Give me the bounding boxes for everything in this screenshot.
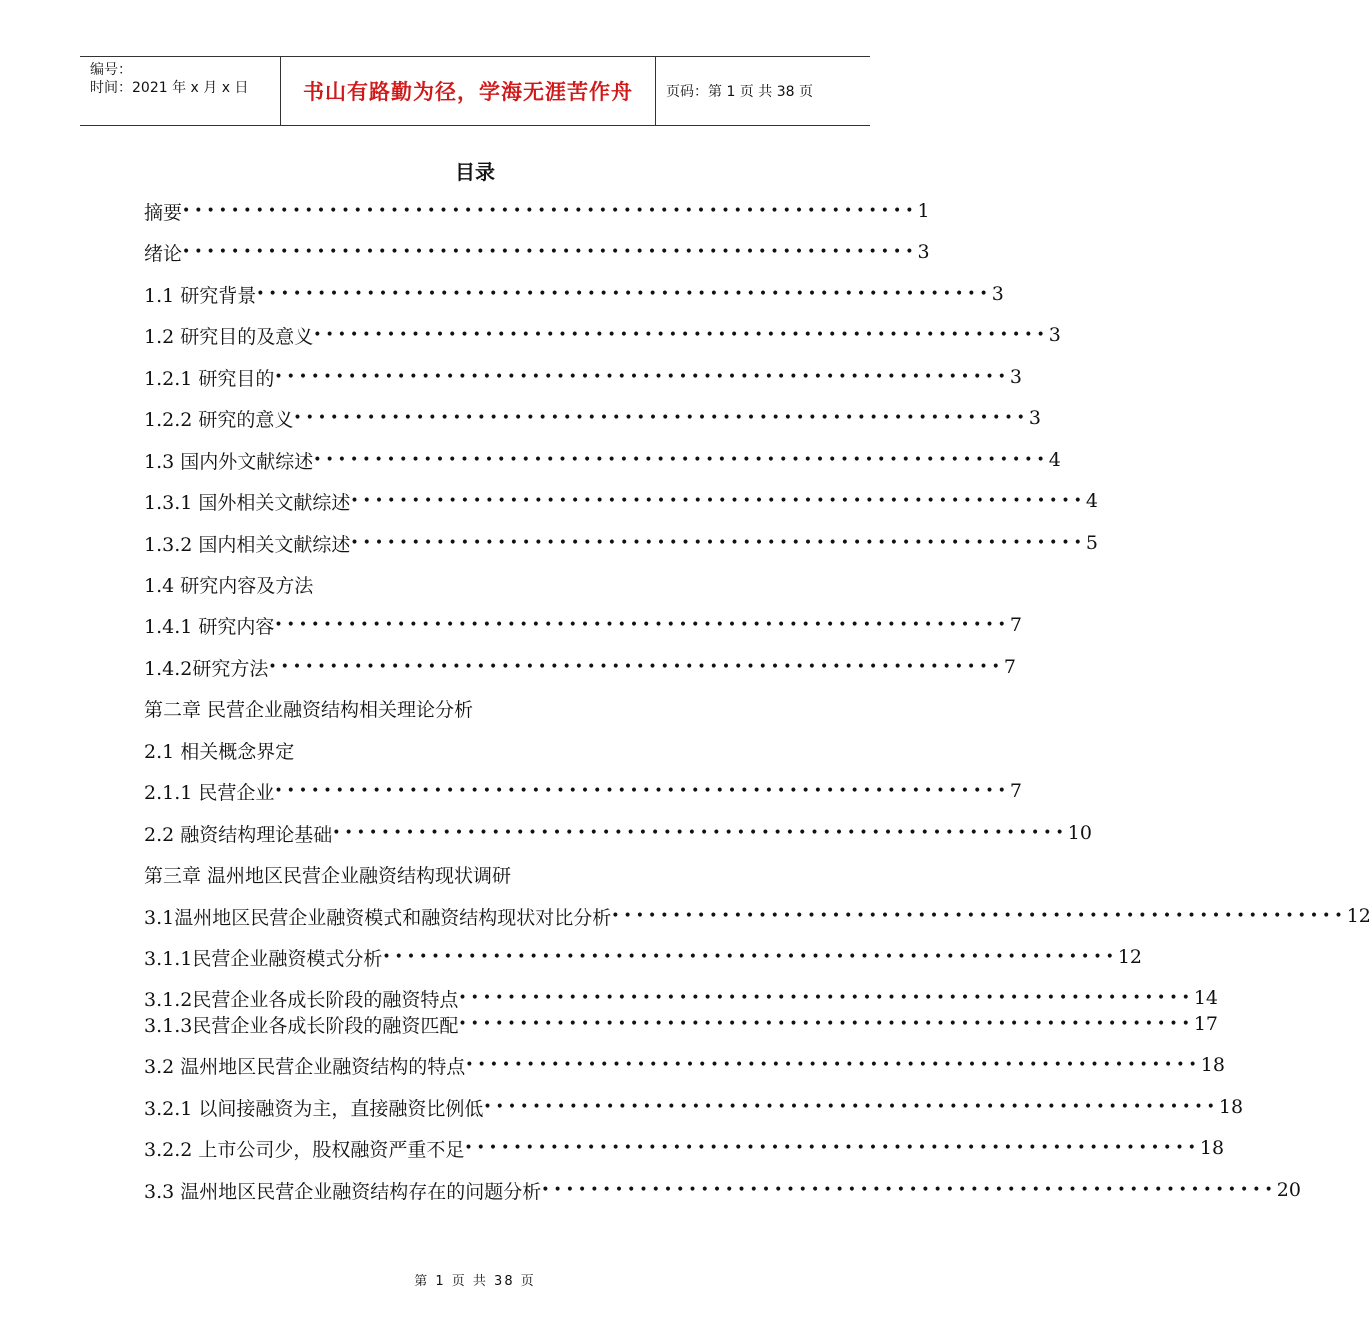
toc-entry[interactable] — [144, 279, 1004, 309]
toc-entry-label: 1.2.2 研究的意义 — [144, 408, 294, 431]
toc-entry-label: 3.2 温州地区民营企业融资结构的特点 — [144, 1055, 466, 1078]
toc-entry-page: 3 — [1028, 407, 1041, 429]
toc-leader-dots: •••••••••••••••••••••••••••••••••••••••••••••••••••••••••••• — [182, 244, 918, 260]
toc-entry-label: 2.1.1 民营企业 — [144, 781, 275, 804]
toc-entry[interactable] — [144, 901, 1371, 931]
toc-entry[interactable] — [144, 445, 1061, 475]
toc-entry-label: 1.3 国内外文献综述 — [144, 450, 314, 473]
toc-entry[interactable] — [144, 1133, 1225, 1163]
toc-entry-label: 1.4 研究内容及方法 — [144, 574, 314, 597]
toc-entry-page: 18 — [1200, 1054, 1225, 1076]
toc-entry[interactable] — [144, 735, 764, 765]
toc-entry-label: 第二章 民营企业融资结构相关理论分析 — [144, 698, 474, 721]
toc-entry-page: 3 — [1009, 366, 1022, 388]
toc-entry-page: 3 — [1048, 324, 1061, 346]
toc-entry-page: 4 — [1085, 490, 1098, 512]
toc-entry-label: 第三章 温州地区民营企业融资结构现状调研 — [144, 864, 512, 887]
toc-entry-label: 1.4.2研究方法 — [144, 657, 269, 680]
toc-entry-page: 3 — [991, 283, 1004, 305]
toc-entry-label: 1.1 研究背景 — [144, 284, 257, 307]
toc-leader-dots: •••••••••••••••••••••••••••••••••••••••••••••••••••••••••••• — [611, 908, 1347, 924]
toc-entry-page: 14 — [1193, 987, 1219, 1009]
toc-entry-page: 12 — [1346, 905, 1371, 927]
toc-entry-label: 1.2 研究目的及意义 — [144, 325, 314, 348]
toc-leader-dots: •••••••••••••••••••••••••••••••••••••••••••••••••••••••••••• — [274, 783, 1010, 799]
toc-entry[interactable] — [144, 776, 1022, 806]
toc-entry-label: 1.4.1 研究内容 — [144, 615, 275, 638]
toc-leader-dots: •••••••••••••••••••••••••••••••••••••••••••••••••••••••••••• — [464, 1140, 1200, 1156]
page-header — [80, 56, 870, 126]
toc-entry-page: 1 — [917, 200, 930, 222]
toc-entry-label: 3.3 温州地区民营企业融资结构存在的问题分析 — [144, 1180, 542, 1203]
toc-entry[interactable] — [144, 403, 1041, 433]
toc-entry-page: 12 — [1117, 946, 1143, 968]
toc-entry[interactable] — [144, 486, 1098, 516]
toc-entry-label: 3.1.2民营企业各成长阶段的融资特点 — [144, 988, 459, 1011]
toc-title: 目录 — [455, 160, 495, 184]
toc-entry[interactable] — [144, 859, 764, 889]
toc-leader-dots: •••••••••••••••••••••••••••••••••••••••••••••••••••••••••••• — [313, 327, 1049, 343]
toc-entry-label: 3.1.1民营企业融资模式分析 — [144, 947, 383, 970]
toc-entry-page: 18 — [1199, 1137, 1225, 1159]
toc-leader-dots: •••••••••••••••••••••••••••••••••••••••••••••••••••••••••••• — [382, 949, 1118, 965]
toc-entry[interactable] — [144, 237, 930, 267]
toc-leader-dots: •••••••••••••••••••••••••••••••••••••••••••••••••••••••••••• — [293, 410, 1029, 426]
toc-entry-label: 3.2.2 上市公司少，股权融资严重不足 — [144, 1138, 465, 1161]
toc-leader-dots: •••••••••••••••••••••••••••••••••••••••••••••••••••••••••••• — [332, 825, 1068, 841]
toc-entry-page: 7 — [1003, 656, 1016, 678]
toc-leader-dots: •••••••••••••••••••••••••••••••••••••••••••••••••••••••••••• — [182, 203, 918, 219]
toc-leader-dots: •••••••••••••••••••••••••••••••••••••••••••••••••••••••••••• — [350, 535, 1086, 551]
toc-entry-page: 5 — [1085, 532, 1098, 554]
toc-entry[interactable] — [144, 942, 1143, 972]
toc-entry-label: 3.2.1 以间接融资为主，直接融资比例低 — [144, 1097, 484, 1120]
toc-entry[interactable] — [144, 196, 930, 226]
toc-entry-label: 2.1 相关概念界定 — [144, 740, 295, 763]
document-number-label: 编号： — [90, 62, 132, 78]
toc-leader-dots: •••••••••••••••••••••••••••••••••••••••••••••••••••••••••••• — [274, 369, 1010, 385]
toc-entry-label: 绪论 — [144, 242, 183, 265]
toc-entry[interactable] — [144, 362, 1022, 392]
toc-leader-dots: •••••••••••••••••••••••••••••••••••••••••••••••••••••••••••• — [313, 452, 1049, 468]
toc-entry-page: 4 — [1048, 449, 1061, 471]
toc-entry-page: 17 — [1193, 1013, 1219, 1035]
toc-entry-label: 1.3.1 国外相关文献综述 — [144, 491, 351, 514]
toc-entry[interactable] — [144, 652, 1016, 682]
toc-entry-page: 18 — [1218, 1096, 1244, 1118]
header-meta — [80, 57, 280, 125]
toc-leader-dots: •••••••••••••••••••••••••••••••••••••••••••••••••••••••••••• — [458, 990, 1194, 1006]
toc-entry-label: 3.1温州地区民营企业融资模式和融资结构现状对比分析 — [144, 906, 612, 929]
toc-entry[interactable] — [144, 693, 764, 723]
toc-leader-dots: •••••••••••••••••••••••••••••••••••••••••••••••••••••••••••• — [465, 1057, 1201, 1073]
toc-entry[interactable] — [144, 1175, 1301, 1205]
document-date-label: 时间：2021 年 x 月 x 日 — [90, 80, 249, 96]
toc-leader-dots: •••••••••••••••••••••••••••••••••••••••••••••••••••••••••••• — [256, 286, 992, 302]
toc-entry[interactable] — [144, 528, 1098, 558]
toc-entry[interactable] — [144, 818, 1092, 848]
toc-entry-page: 7 — [1009, 780, 1022, 802]
toc-entry-label: 1.2.1 研究目的 — [144, 367, 275, 390]
toc-leader-dots: •••••••••••••••••••••••••••••••••••••••••••••••••••••••••••• — [350, 493, 1086, 509]
toc-entry[interactable] — [144, 569, 764, 599]
toc-leader-dots: •••••••••••••••••••••••••••••••••••••••••••••••••••••••••••• — [483, 1099, 1219, 1115]
toc-entry-page: 10 — [1067, 822, 1092, 844]
toc-entry[interactable] — [144, 610, 1022, 640]
toc-entry-label: 1.3.2 国内相关文献综述 — [144, 533, 351, 556]
toc-leader-dots: •••••••••••••••••••••••••••••••••••••••••••••••••••••••••••• — [274, 617, 1010, 633]
toc-entry[interactable] — [144, 1009, 1219, 1039]
toc-leader-dots: •••••••••••••••••••••••••••••••••••••••••••••••••••••••••••• — [541, 1182, 1277, 1198]
toc-leader-dots: •••••••••••••••••••••••••••••••••••••••••••••••••••••••••••• — [268, 659, 1004, 675]
page-footer: 第 1 页 共 38 页 — [414, 1274, 536, 1289]
toc-entry-label: 3.1.3民营企业各成长阶段的融资匹配 — [144, 1014, 459, 1037]
toc-entry[interactable] — [144, 320, 1061, 350]
toc-entry[interactable] — [144, 1092, 1244, 1122]
toc-entry-page: 3 — [917, 241, 930, 263]
header-motto: 书山有路勤为径，学海无涯苦作舟 — [280, 57, 656, 125]
toc-entry-label: 2.2 融资结构理论基础 — [144, 823, 333, 846]
header-page-info: 页码：第 1 页 共 38 页 — [666, 84, 813, 100]
toc-entry-page: 20 — [1276, 1179, 1301, 1201]
toc-entry[interactable] — [144, 1050, 1225, 1080]
toc-entry-page: 7 — [1009, 614, 1022, 636]
toc-entry-label: 摘要 — [144, 201, 183, 224]
toc-leader-dots: •••••••••••••••••••••••••••••••••••••••••••••••••••••••••••• — [458, 1016, 1194, 1032]
